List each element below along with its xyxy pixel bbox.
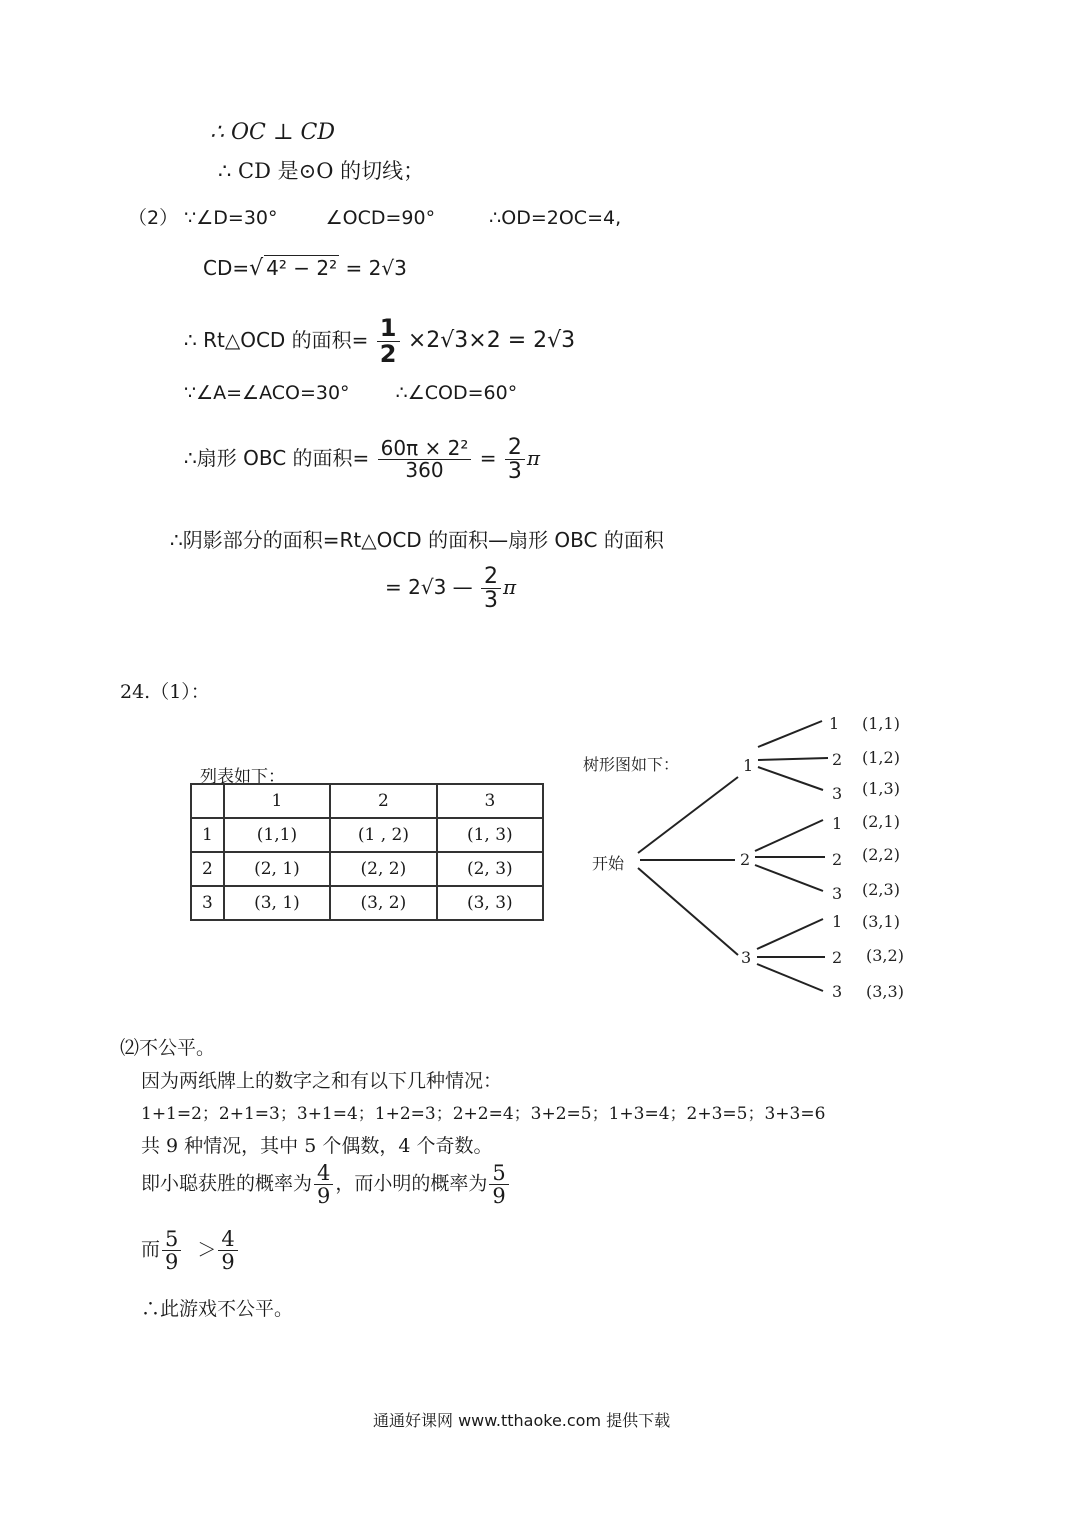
- sector-area-line: [184, 436, 540, 483]
- tree-edge: [757, 919, 823, 949]
- table-row: [191, 886, 543, 920]
- table-row: [191, 852, 543, 886]
- comparison-fraction-left: $\frac{5}{9}$: [162, 1228, 181, 1273]
- tree-edge: [757, 964, 823, 991]
- tree-edge: [758, 758, 828, 760]
- q24-2-count: 共 9 种情况，其中 5 个偶数，4 个奇数。: [141, 1135, 493, 1157]
- comparison-fraction-right: $\frac{4}{9}$: [218, 1228, 237, 1273]
- probability-fraction-xiaocong: $\frac{4}{9}$: [314, 1162, 333, 1207]
- q24-2-verdict: ⑵不公平。: [120, 1037, 216, 1059]
- probability-fraction-xiaoming: $\frac{5}{9}$: [489, 1162, 508, 1207]
- table-cell: (2, 3): [437, 852, 543, 886]
- outcome-table: [190, 783, 544, 921]
- table-cell: (1, 3): [437, 818, 543, 852]
- table-header-cell: 3: [437, 784, 543, 818]
- tree-pair-label: (2,2): [862, 845, 900, 864]
- tree-level1-node: 3: [741, 948, 752, 967]
- tree-root-label: 开始: [592, 854, 625, 873]
- probability-text-a: 即小聪获胜的概率为: [141, 1172, 313, 1195]
- cd-prefix: CD=: [203, 256, 250, 280]
- tree-level1-node: 1: [743, 756, 754, 775]
- sector-pi: π: [526, 446, 540, 471]
- tree-level1-node: 2: [740, 850, 751, 869]
- half-fraction: $\frac{1}{2}$: [377, 316, 400, 367]
- q24-2-sums: 1+1=2；2+1=3；3+1=4；1+2=3；2+2=4；3+2=5；1+3=4；2+3=5；3+3=6: [141, 1104, 826, 1124]
- table-header-row: [191, 784, 543, 818]
- tree-diagram: [580, 705, 940, 1010]
- shaded-area-line: ∴阴影部分的面积=Rt△OCD 的面积—扇形 OBC 的面积: [170, 528, 664, 552]
- tree-pair-label: (2,3): [862, 880, 900, 899]
- cd-length-line: CD=√ 4² − 2² = 2√3: [203, 256, 407, 281]
- angle-given: ∵∠A=∠ACO=30°: [184, 382, 350, 404]
- table-caption: 列表如下：: [200, 767, 285, 787]
- table-cell: (2, 2): [330, 852, 437, 886]
- tree-caption: 树形图如下：: [583, 755, 680, 774]
- tree-pair-label: (3,3): [866, 982, 904, 1001]
- tree-level2-node: 3: [832, 784, 843, 803]
- sector-equals: =: [479, 446, 497, 471]
- given-angle-d: ∵∠D=30°: [184, 207, 278, 229]
- table-cell: (3, 2): [330, 886, 437, 920]
- comparison-greater-than: ＞: [197, 1238, 217, 1261]
- tree-level2-node: 3: [832, 982, 843, 1001]
- tree-pair-label: (1,2): [862, 748, 900, 767]
- table-cell: (3, 3): [437, 886, 543, 920]
- triangle-area-line: [184, 316, 575, 367]
- cd-radicand: 4² − 2²: [266, 256, 338, 280]
- triangle-area-prefix: ∴ Rt△OCD 的面积=: [184, 328, 369, 353]
- angle-line: [184, 382, 517, 404]
- tree-level2-node: 2: [832, 850, 843, 869]
- table-cell: (3, 1): [224, 886, 330, 920]
- tree-edge: [755, 865, 823, 891]
- cd-result: = 2√3: [345, 256, 407, 280]
- tree-pair-label: (3,1): [862, 912, 900, 931]
- table-header-cell: 1: [224, 784, 330, 818]
- table-cell: (1 , 2): [330, 818, 437, 852]
- tree-edge: [638, 777, 738, 853]
- sector-fraction: $\frac{\text{60π × 2²}}{360}$: [378, 438, 472, 481]
- tree-edge: [638, 868, 738, 955]
- q24-2-reason: 因为两纸牌上的数字之和有以下几种情况：: [141, 1070, 503, 1092]
- tree-pair-label: (1,1): [862, 714, 900, 733]
- tree-level2-node: 1: [829, 714, 840, 733]
- probability-text-b: ，而小明的概率为: [335, 1172, 488, 1195]
- table-header-cell: 2: [330, 784, 437, 818]
- table-cell: 1: [191, 818, 224, 852]
- sector-area-prefix: ∴扇形 OBC 的面积=: [184, 446, 370, 471]
- given-od: ∴OD=2OC=4,: [489, 207, 622, 229]
- given-angle-ocd: ∠OCD=90°: [325, 207, 436, 229]
- conclusion-tangent: ∴ CD 是⊙O 的切线；: [218, 159, 425, 183]
- tree-edge: [755, 820, 823, 851]
- part2-label: （2）: [128, 207, 179, 229]
- tree-level2-node: 2: [832, 750, 843, 769]
- conclusion-perpendicular: ∴ OC ⊥ CD: [210, 120, 336, 145]
- comparison-prefix: 而: [141, 1238, 161, 1261]
- table-cell: (2, 1): [224, 852, 330, 886]
- tree-level2-node: 2: [832, 948, 843, 967]
- sector-result-fraction: $\frac{2}{3}$: [505, 436, 525, 483]
- table-cell: 3: [191, 886, 224, 920]
- triangle-area-rest: ×2√3×2 = 2√3: [407, 328, 576, 354]
- table-header-cell: [191, 784, 224, 818]
- angle-cod: ∴∠COD=60°: [395, 382, 518, 404]
- shaded-result-fraction: $\frac{2}{3}$: [481, 565, 501, 612]
- q24-2-comparison: [141, 1228, 240, 1273]
- shaded-pi: π: [503, 575, 517, 600]
- table-cell: (1,1): [224, 818, 330, 852]
- question-24-heading: 24.（1）：: [120, 681, 210, 703]
- tree-pair-label: (3,2): [866, 946, 904, 965]
- q24-2-probabilities: [141, 1162, 511, 1207]
- table-cell: 2: [191, 852, 224, 886]
- tree-level2-node: 1: [832, 814, 843, 833]
- tree-pair-label: (2,1): [862, 812, 900, 831]
- tree-pair-label: (1,3): [862, 779, 900, 798]
- page-footer: 通通好课网 www.tthaoke.com 提供下载: [373, 1411, 671, 1430]
- shaded-area-result: [385, 565, 516, 612]
- tree-edge: [758, 721, 822, 747]
- q24-2-conclusion: ∴此游戏不公平。: [141, 1298, 294, 1320]
- tree-level2-node: 1: [832, 912, 843, 931]
- tree-edge: [758, 767, 823, 790]
- table-row: [191, 818, 543, 852]
- shaded-result-prefix: = 2√3 —: [385, 575, 473, 600]
- part2-givens: [128, 203, 621, 230]
- tree-level2-node: 3: [832, 884, 843, 903]
